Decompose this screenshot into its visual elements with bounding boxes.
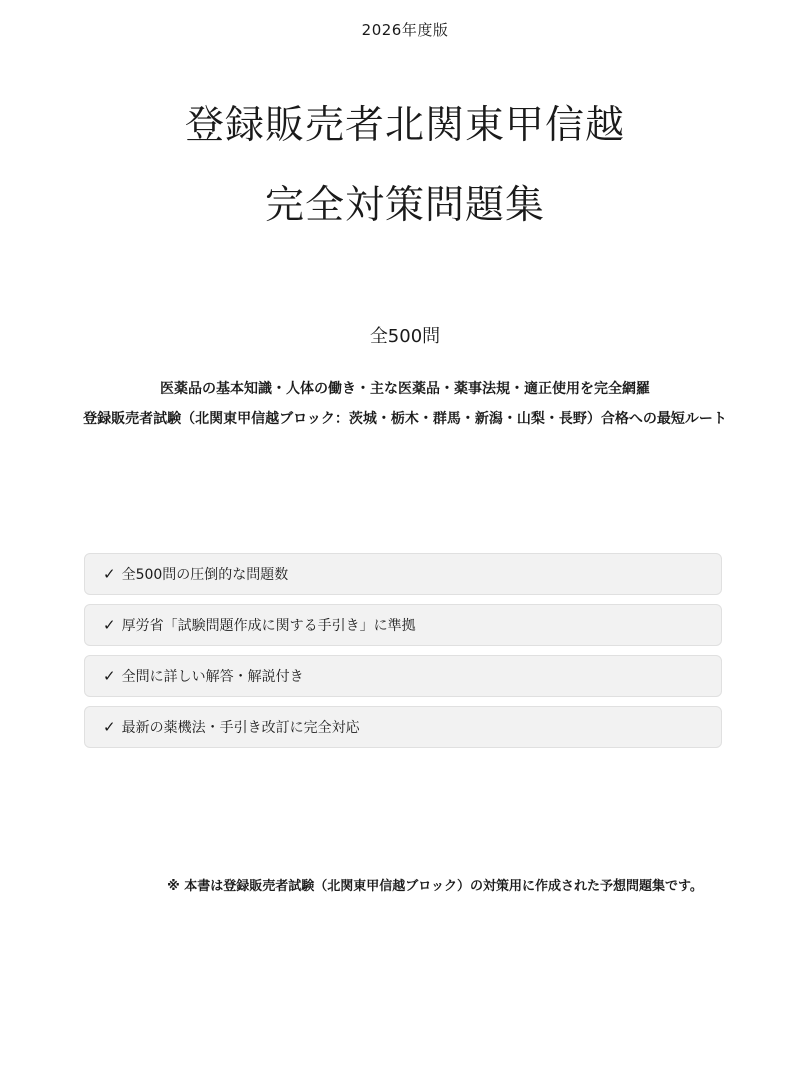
- disclaimer-note: ※ 本書は登録販売者試験（北関東甲信越ブロック）の対策用に作成された予想問題集です。: [167, 879, 703, 894]
- check-icon: ✓: [103, 616, 116, 634]
- feature-item: [84, 706, 722, 748]
- check-icon: ✓: [103, 565, 116, 583]
- feature-label: 全問に詳しい解答・解説付き: [121, 669, 304, 685]
- feature-item: [84, 553, 722, 595]
- edition-label: 2026年度版: [361, 21, 449, 39]
- check-icon: ✓: [103, 667, 116, 685]
- feature-item: [84, 604, 722, 646]
- check-icon: ✓: [103, 718, 116, 736]
- feature-list: [84, 553, 722, 757]
- subtitle-line-1: 医薬品の基本知識・人体の働き・主な医薬品・薬事法規・適正使用を完全網羅: [160, 381, 650, 397]
- feature-item: [84, 655, 722, 697]
- question-count: 全500問: [369, 326, 441, 347]
- subtitle-line-2: 登録販売者試験（北関東甲信越ブロック：茨城・栃木・群馬・新潟・山梨・長野）合格への最短ルート: [83, 411, 727, 427]
- feature-label: 最新の薬機法・手引き改訂に完全対応: [121, 720, 360, 736]
- book-title-line-2: 完全対策問題集: [264, 183, 545, 228]
- feature-label: 全500問の圧倒的な問題数: [121, 567, 289, 583]
- book-title-line-1: 登録販売者北関東甲信越: [184, 103, 625, 148]
- feature-label: 厚労省「試験問題作成に関する手引き」に準拠: [121, 618, 416, 634]
